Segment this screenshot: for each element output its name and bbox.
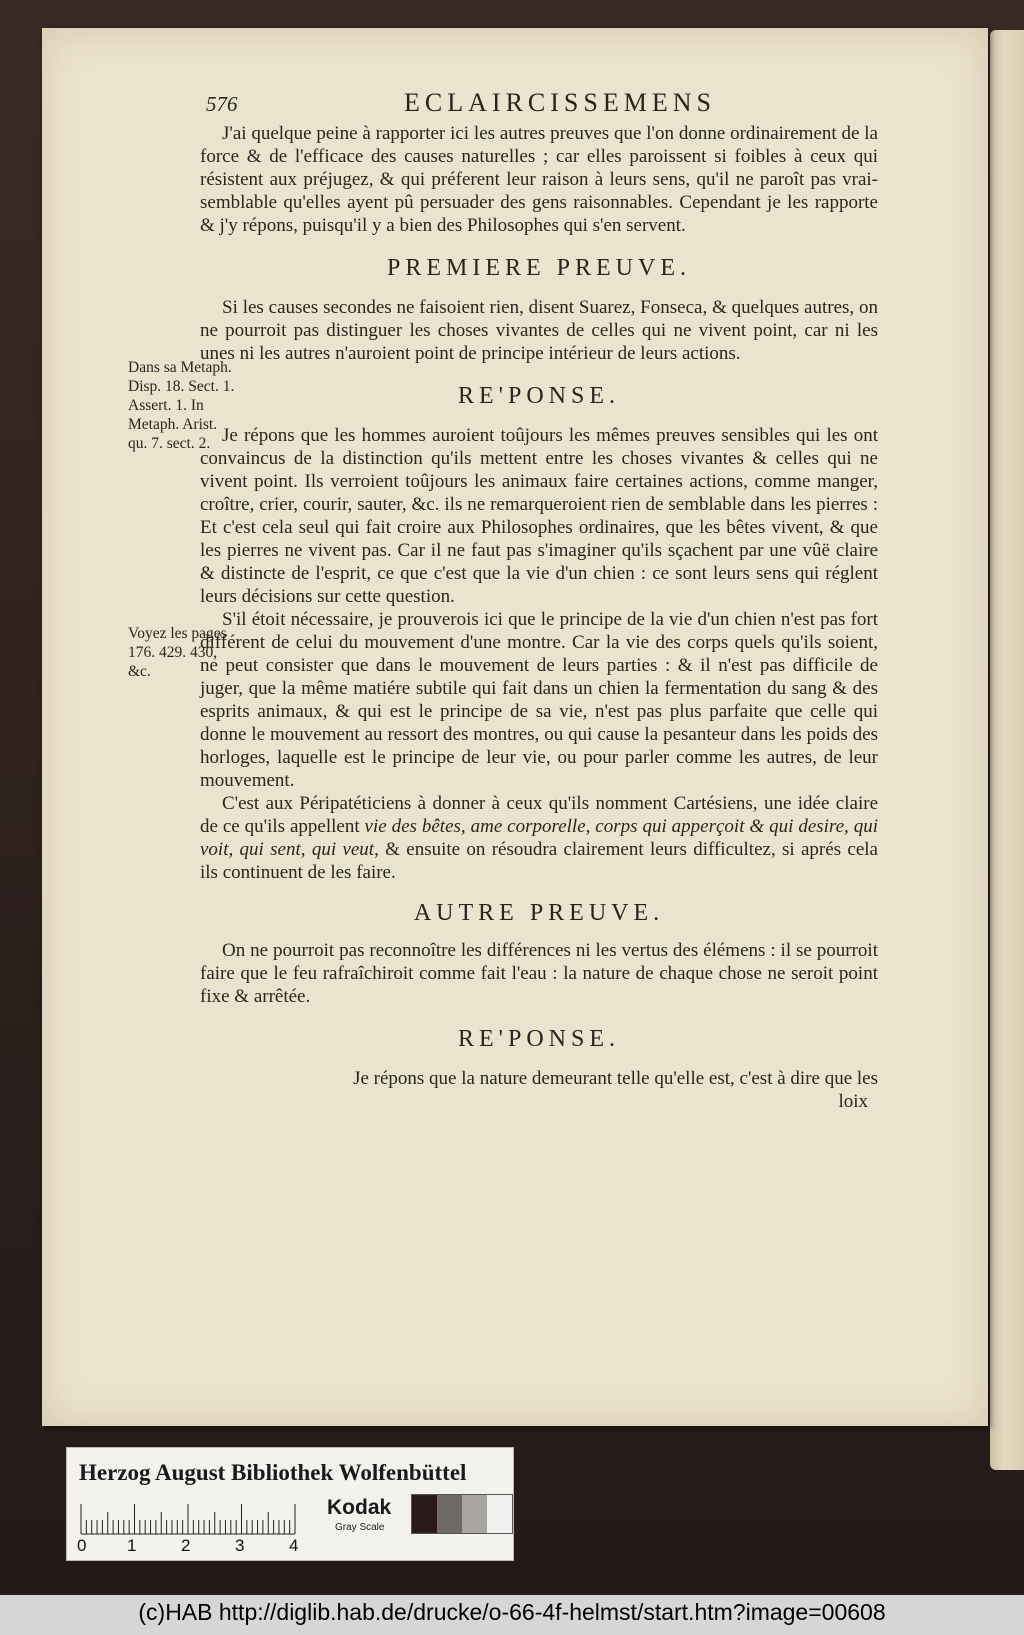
ruler-number-3: 3 [235,1536,245,1555]
paragraph-premiere-preuve: Si les causes secondes ne faisoient rien, disent Suarez, Fonseca, & quelques autres, on ne pourroit pas distinguer les choses vivantes de celles qui ne vivent point, car ni les unes ni les autres n'auroient point de principe intérieur de leurs actions. [200,297,878,364]
intro-paragraph: J'ai quelque peine à rapporter ici les autres preuves que l'on donne ordinairement de la force & de l'efficace des causes naturelles ; car elles paroissent si foibles à ceux qui résistent aux préjugez, & qui préferent leur raison à leurs sens, qu'il ne paroît pas vrai-semblable qu'elles ayent pû persuader des gens raisonnables. Cependant je les rapporte & j'y répons, puisqu'il y a bien des Philosophes qui s'en servent. [200,123,878,236]
page-header [206,88,874,124]
swatch-light-gray [462,1495,487,1533]
page-body [200,122,878,1113]
ruler-scale [79,1498,309,1538]
adjacent-page-edge [990,30,1024,1470]
ruler-number-4: 4 [289,1536,299,1555]
copyright-url: (c)HAB http://diglib.hab.de/drucke/o-66-4f-helmst/start.htm?image=00608 [138,1599,886,1625]
library-name: Herzog August Bibliothek Wolfenbüttel [79,1460,467,1485]
swatch-dark-gray [437,1495,462,1533]
heading-reponse-1: RE'PONSE. [457,383,620,409]
ruler-number-0: 0 [77,1536,87,1555]
ruler-number-2: 2 [181,1536,191,1555]
paragraph-peripateticiens-start: C'est aux Péripatéticiens à donner à ceux qu'ils nomment Cartésiens, une idée claire de ce qu'ils appellent [200,793,878,837]
gray-swatches [411,1494,513,1534]
paragraph-reponse-2: Je répons que la nature demeurant telle qu'elle est, c'est à dire que les [353,1068,878,1089]
paragraph-vie-chien: S'il étoit nécessaire, je prouverois ici que le principe de la vie d'un chien n'est pas fort différent de celui du mouvement d'une montre. Car la vie des corps quels qu'ils soient, ne peut consister que dans le mouvement de leurs parties : & il n'est pas difficile de juger, que la même matiére subtile qui fait dans un chien la fermentation du sang & des esprits animaux, & qui est le principe de sa vie, n'est pas plus parfaite que celle qui donne le mouvement au ressort des montres, ou qui cause la pesanteur dans les poids des horloges, laquelle est le principe de leur vie, ou pour parler comme les autres, de leur mouvement. [200,609,878,791]
page-number: 576 [206,92,238,116]
heading-premiere-preuve: PREMIERE PREUVE. [386,255,691,281]
running-title: ECLAIRCISSEMENS [404,88,716,117]
swatch-white [487,1495,512,1533]
paragraph-peripateticiens-end: , & ensuite on résoudra clairement leurs difficultez, si aprés cela ils continuent de les faire. [200,839,878,883]
color-calibration-card [66,1447,514,1561]
heading-reponse-2: RE'PONSE. [457,1026,620,1052]
catchword: loix [838,1091,868,1112]
margin-note-see-pages: Voyez les pages 176. 429. 430, &c. [128,625,227,680]
paragraph-autre-preuve: On ne pourroit pas reconnoître les différences ni les vertus des élémens : il se pourroit faire que le feu rafraîchiroit comme fait l'eau : la nature de chaque chose ne seroit point fixe & arrêtée. [200,940,878,1007]
footer-bar [0,1595,1024,1635]
margin-note-references: Dans sa Metaph. Disp. 18. Sect. 1. Assert. 1. In Metaph. Arist. qu. 7. sect. 2. [128,359,235,452]
paragraph-peripateticiens [200,792,878,884]
paragraph-peripateticiens-italic: vie des bêtes, ame corporelle, corps qui apperçoit & qui desire, qui voit, qui sent, qui veut [200,816,879,860]
paragraph-reponse-1: Je répons que les hommes auroient toûjours les mêmes preuves sensibles qui les ont convaincus de la distinction qu'ils mettent entre les choses vivantes & celles qui ne vivent point. Ils verroient toûjours les animaux faire certaines actions, comme manger, croître, crier, courir, sauter, &c. ils ne remarqueroient rien de semblable dans les pierres : Et c'est cela seul qui fait croire aux Philosophes ordinaires, que les bêtes vivent, & que les pierres ne vivent pas. Car il ne faut pas s'imaginer qu'ils sçachent par une vûë claire & distincte de l'esprit, ce que c'est que la vie d'un chien : ce sont leurs sens qui réglent leurs décisions sur cette question. [200,425,878,607]
heading-autre-preuve: AUTRE PREUVE. [413,900,665,926]
swatch-black [412,1495,437,1533]
ruler-number-1: 1 [127,1536,137,1555]
gray-scale-label: Gray Scale [335,1522,385,1533]
kodak-logo: Kodak [327,1496,392,1519]
